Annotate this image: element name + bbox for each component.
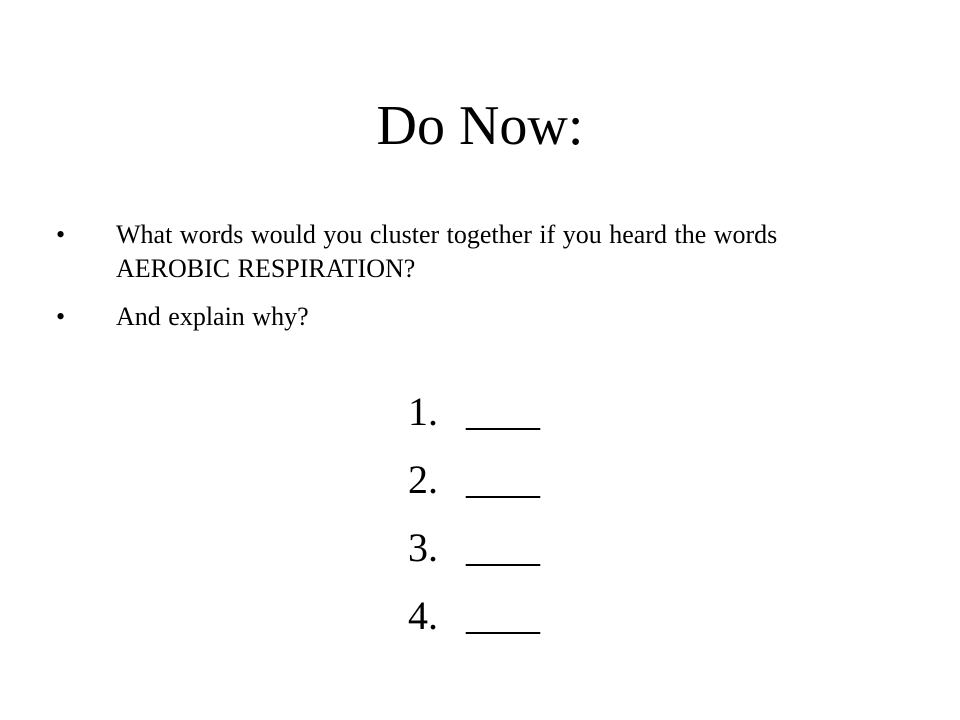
bullet-text: And explain why?: [116, 302, 309, 331]
answer-number: 4.: [408, 593, 438, 638]
bullet-item-explain: [0, 300, 960, 334]
bullet-marker: •: [56, 220, 66, 249]
answer-item-3: [408, 514, 538, 582]
bullet-list: [0, 218, 960, 348]
answer-blank: ____: [466, 593, 538, 638]
answer-blank: ____: [466, 457, 538, 502]
answer-item-1: [408, 378, 538, 446]
answer-number: 2.: [408, 457, 438, 502]
answer-item-4: [408, 582, 538, 650]
answer-blank: ____: [466, 389, 538, 434]
answer-blank: ____: [466, 525, 538, 570]
bullet-marker: •: [56, 302, 66, 331]
answer-number: 1.: [408, 389, 438, 434]
bullet-text: What words would you cluster together if you heard the words AEROBIC RESPIRATION?: [116, 220, 778, 283]
slide-title: Do Now:: [376, 95, 584, 157]
answer-number: 3.: [408, 525, 438, 570]
answer-list: [408, 378, 538, 650]
answer-item-2: [408, 446, 538, 514]
bullet-item-question: [0, 218, 960, 286]
